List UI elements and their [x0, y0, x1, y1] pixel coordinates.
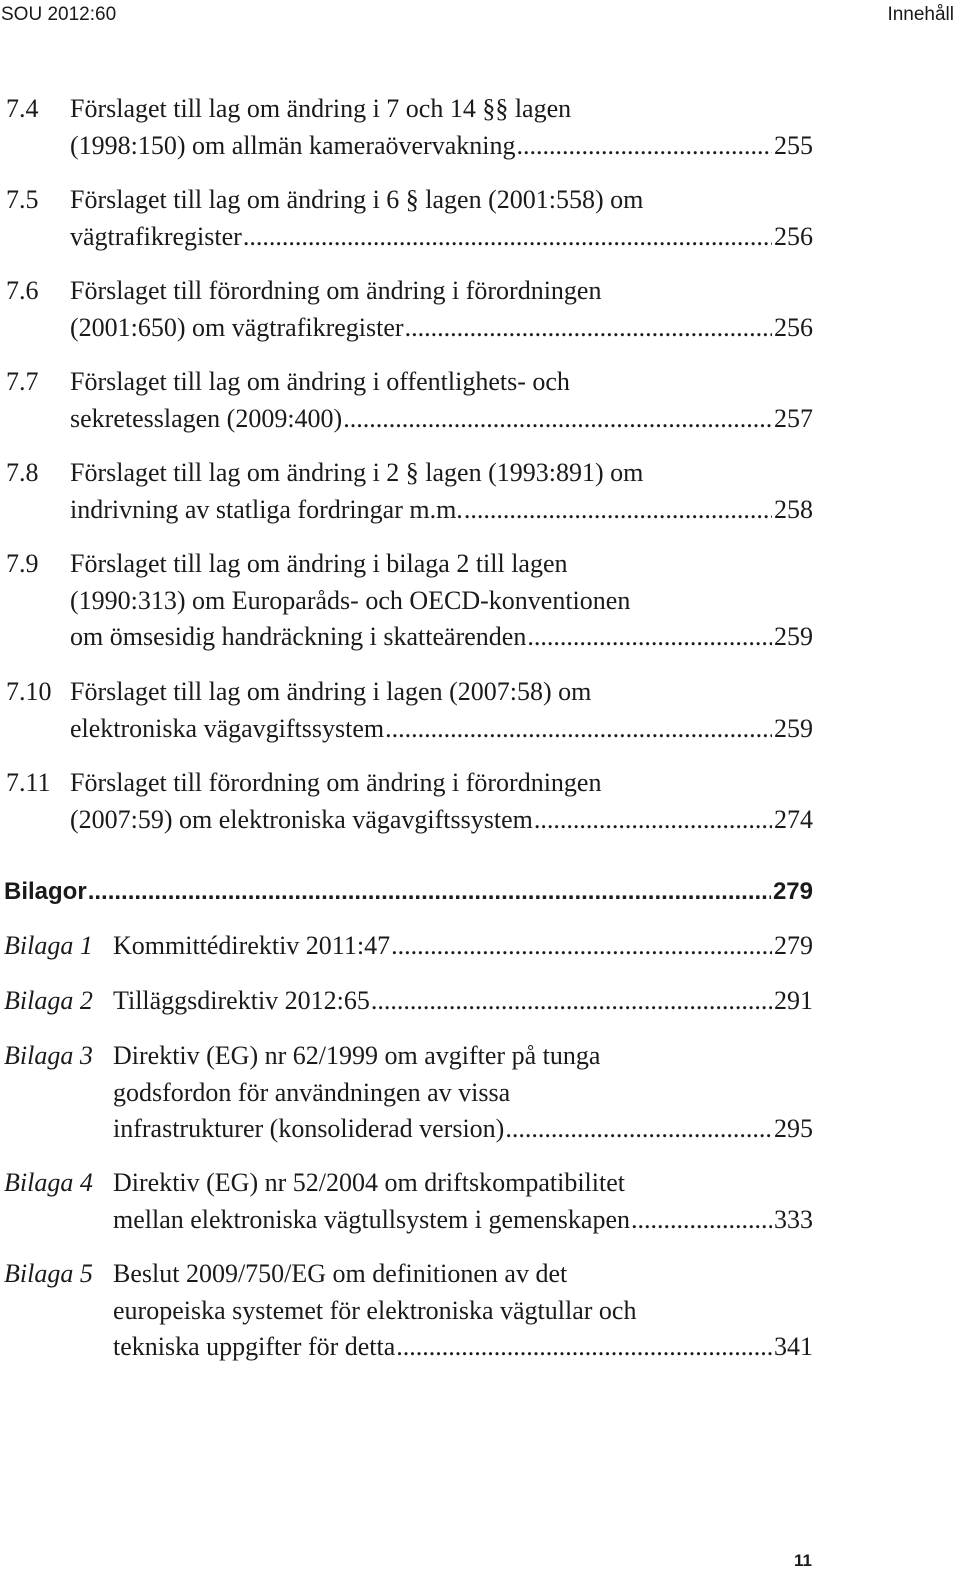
dot-leader [527, 619, 772, 656]
appendix-entry[interactable] [0, 1038, 813, 1148]
toc-entry-page[interactable]: 259 [774, 713, 813, 743]
appendix-page[interactable]: 279 [774, 931, 813, 960]
appendix-text: godsfordon för användningen av vissa [113, 1077, 511, 1107]
section-title: Innehåll [887, 4, 954, 25]
toc-entry-text: elektroniska vägavgiftssystem [70, 713, 385, 743]
appendix-label: Bilaga 3 [4, 1041, 93, 1070]
appendix-text: europeiska systemet för elektroniska vägtullar och [113, 1295, 637, 1325]
dot-leader [88, 874, 771, 910]
toc-entry-number: 7.9 [6, 549, 39, 578]
dot-leader [243, 219, 772, 256]
running-header [0, 4, 954, 28]
appendix-text: Tilläggsdirektiv 2012:65 [113, 986, 370, 1015]
appendix-page[interactable]: 295 [774, 1114, 813, 1143]
appendix-entry[interactable] [0, 928, 813, 965]
dot-leader [371, 983, 772, 1020]
appendix-page[interactable]: 341 [774, 1332, 813, 1361]
dot-leader [505, 1111, 772, 1148]
toc-entry-text: Förslaget till lag om ändring i 2 § lagen (1993:891) om [70, 458, 644, 487]
toc-entry-text: (1990:313) om Europaråds- och OECD-konventionen [70, 585, 631, 615]
toc-entry-number: 7.11 [6, 768, 51, 797]
toc-entry-number: 7.8 [6, 458, 39, 487]
page-number: 11 [794, 1551, 812, 1570]
toc-entry-page[interactable]: 256 [774, 312, 813, 342]
appendix-text: Direktiv (EG) nr 62/1999 om avgifter på tunga [113, 1041, 601, 1070]
dot-leader [343, 401, 772, 438]
toc-entry-text: Förslaget till lag om ändring i bilaga 2 till lagen [70, 549, 568, 578]
toc-entry-text: vägtrafikregister [70, 221, 242, 251]
toc-entry-text: om ömsesidig handräckning i skatteärenden [70, 622, 527, 651]
toc-entry-number: 7.5 [6, 185, 39, 214]
dot-leader [385, 711, 772, 748]
appendix-text: Kommittédirektiv 2011:47 [113, 931, 391, 960]
appendix-label: Bilaga 4 [4, 1168, 93, 1197]
appendix-text: mellan elektroniska vägtullsystem i gemenskapen [113, 1204, 630, 1234]
appendix-label: Bilaga 5 [4, 1259, 93, 1288]
appendix-text: tekniska uppgifter för detta [113, 1332, 396, 1361]
dot-leader [405, 310, 772, 347]
dot-leader [396, 1329, 772, 1366]
appendix-entry[interactable] [0, 1256, 813, 1366]
toc-section-bilagor[interactable] [0, 874, 813, 910]
toc-entry[interactable] [0, 364, 813, 437]
toc-entry-text: (2001:650) om vägtrafikregister [70, 312, 404, 342]
toc-entry-text: (2007:59) om elektroniska vägavgiftssystem [70, 804, 533, 834]
toc-entry-text: Förslaget till lag om ändring i 6 § lagen (2001:558) om [70, 185, 644, 214]
toc-entry-page[interactable]: 274 [774, 804, 813, 834]
toc-entry-page[interactable]: 258 [774, 494, 813, 524]
section-heading: Bilagor [4, 878, 87, 905]
toc-entry[interactable] [0, 674, 813, 747]
toc-entry-text: Förslaget till förordning om ändring i förordningen [70, 276, 602, 305]
report-id: SOU 2012:60 [1, 4, 117, 25]
dot-leader [464, 492, 772, 529]
dot-leader [391, 928, 772, 965]
appendix-page[interactable]: 333 [774, 1204, 813, 1234]
dot-leader [516, 128, 772, 165]
dot-leader [631, 1202, 772, 1239]
toc-entry-page[interactable]: 259 [774, 622, 813, 651]
toc-entry-page[interactable]: 256 [774, 221, 813, 251]
appendix-entry[interactable] [0, 983, 813, 1020]
toc-entry-text: (1998:150) om allmän kameraövervakning [70, 130, 516, 160]
toc-entry[interactable] [0, 455, 813, 528]
toc-entry-page[interactable]: 255 [774, 130, 813, 160]
toc-entry-text: Förslaget till förordning om ändring i förordningen [70, 768, 602, 797]
toc-entry-text: indrivning av statliga fordringar m.m. [70, 494, 463, 524]
dot-leader [534, 802, 772, 839]
toc-entry-number: 7.4 [6, 94, 39, 123]
toc-entry-number: 7.6 [6, 276, 39, 305]
appendix-label: Bilaga 1 [4, 931, 93, 960]
toc-entry[interactable] [0, 546, 813, 656]
appendix-page[interactable]: 291 [774, 986, 813, 1015]
toc-entry-number: 7.7 [6, 367, 39, 396]
toc-entry-text: Förslaget till lag om ändring i 7 och 14 §§ lagen [70, 94, 572, 123]
appendix-text: infrastrukturer (konsoliderad version) [113, 1114, 505, 1143]
appendix-entry[interactable] [0, 1165, 813, 1238]
toc-entry[interactable] [0, 765, 813, 838]
toc-entry[interactable] [0, 91, 813, 164]
appendix-label: Bilaga 2 [4, 986, 93, 1015]
section-page[interactable]: 279 [772, 878, 813, 905]
toc-entry[interactable] [0, 273, 813, 346]
appendix-text: Beslut 2009/750/EG om definitionen av det [113, 1259, 568, 1288]
toc-entry-text: Förslaget till lag om ändring i lagen (2007:58) om [70, 677, 592, 706]
appendix-text: Direktiv (EG) nr 52/2004 om driftskompatibilitet [113, 1168, 625, 1197]
toc-entry-page[interactable]: 257 [774, 403, 813, 433]
toc-entry-text: sekretesslagen (2009:400) [70, 403, 343, 433]
toc-entry-text: Förslaget till lag om ändring i offentlighets- och [70, 367, 570, 396]
toc-entry-number: 7.10 [6, 677, 52, 706]
toc-entry[interactable] [0, 182, 813, 255]
